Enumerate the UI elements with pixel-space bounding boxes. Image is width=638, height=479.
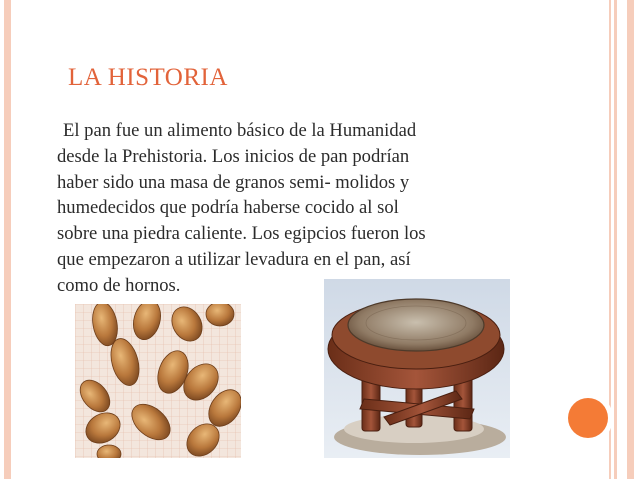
paragraph-line: que empezaron a utilizar levadura en el pan, así: [57, 248, 411, 270]
decorative-orange-circle: [568, 398, 608, 438]
paragraph-line: haber sido una masa de granos semi- molidos y: [57, 171, 410, 193]
paragraph-line: como de hornos.: [57, 274, 181, 296]
stone-table-image: [324, 279, 510, 458]
wheat-grains-image: [75, 304, 241, 458]
slide-paragraph: [57, 118, 557, 299]
right-frame-line: [614, 0, 617, 479]
paragraph-line: humedecidos que podría haberse cocido al sol: [57, 197, 399, 219]
slide-title: LA HISTORIA: [68, 64, 228, 91]
paragraph-line: desde la Prehistoria. Los inicios de pan podrían: [57, 145, 410, 167]
left-frame-bar: [4, 0, 11, 479]
paragraph-line: sobre una piedra caliente. Los egipcios fueron los: [57, 223, 426, 245]
right-frame-bar: [627, 0, 634, 479]
paragraph-line: El pan fue un alimento básico de la Humanidad: [63, 120, 417, 141]
